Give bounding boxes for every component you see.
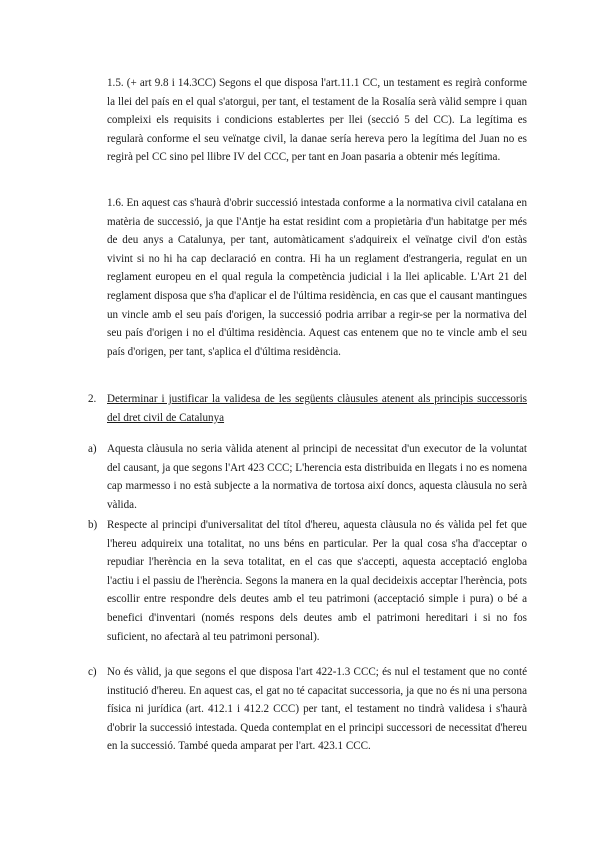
item-c-text: No és vàlid, ja que segons el que disposa l'art 422-1.3 CCC; és nul el testament que no conté institució d'hereu. En aquest cas, el gat no té capacitat successoria, ja que no és ni una persona física ni jurídica (art. 412.1 i 412.2 CCC) per tant, el testament no tindrà validesa i s'haurà d'obrir la successió intestada. Queda contemplat en el principi successori de necessitat d'hereu en la successió. També queda amparat per l'art. 423.1 CCC.: [107, 666, 527, 753]
item-b-text: Respecte al principi d'universalitat del títol d'hereu, aquesta clàusula no és vàlida pel fet que l'hereu adquireix una totalitat, no uns béns en particular. Per la qual cosa s'ha d'acceptar o repudiar l'herència en la seva totalitat, en el cas que s'accepti, aquesta acceptació engloba l'actiu i el passiu de l'herència. Segons la manera en la qual decideixis acceptar l'herència, pots escollir entre respondre dels deutes amb el teu patrimoni (acceptació simple i pura) o bé a benefici d'inventari (només respons dels deutes amb el patrimoni hereditari i si no fos suficient, no afectarà al teu patrimoni personal).: [107, 519, 527, 643]
section-2-heading: Determinar i justificar la validesa de les següents clàusules atenent als principis successoris del dret civil de Catalunya: [107, 393, 527, 424]
item-b-marker: b): [88, 519, 98, 531]
paragraph-1-6: 1.6. En aquest cas s'haurà d'obrir successió intestada conforme a la normativa civil catalana en matèria de successió, ja que l'Antje ha estat residint com a propietària d'un habitatge per més de deu anys a Catalunya, per tant, automàticament s'adquireix el veïnatge civil d'on estàs vivint si no hi ha cap declaració en contra. Hi ha un reglament d'estrangeria, regulat en un reglament europeu en el qual regula la competència judicial i la llei aplicable. L'Art 21 del reglament disposa que s'ha d'aplicar el de l'última residència, en cas que el causant mantingues un vincle amb el seu país d'origen, la successió podria arribar a regir-se per la normativa del seu país d'origen i no el d'última residència. Aquest cas entenem que no te vincle amb el seu país d'origen, per tant, s'aplica el d'última residència.: [107, 197, 527, 358]
item-a-text: Aquesta clàusula no seria vàlida atenent al principi de necessitat d'un executor de la voluntat del causant, ja que segons l'Art 423 CCC; L'herencia esta distribuida en llegats i no es nomena cap marmesso i no està subjecte a la normativa de tortosa així doncs, aquesta clàusula no serà vàlida.: [107, 443, 527, 511]
paragraph-1-5: 1.5. (+ art 9.8 i 14.3CC) Segons el que disposa l'art.11.1 CC, un testament es regirà conforme la llei del país en el qual s'atorgui, per tant, el testament de la Rosalía serà vàlid sempre i quan compleixi els requisits i condicions establertes per llei (secció 5 del CC). La legítima es regularà conforme el seu veïnatge civil, la danae sería hereva pero la legítima del Juan no es regirà pel CC sino pel llibre IV del CCC, per tant en Joan pasaria a obtenir més legítima.: [107, 77, 527, 164]
section-2-number: 2.: [88, 393, 97, 405]
item-a-marker: a): [88, 443, 97, 455]
item-c-marker: c): [88, 666, 97, 678]
